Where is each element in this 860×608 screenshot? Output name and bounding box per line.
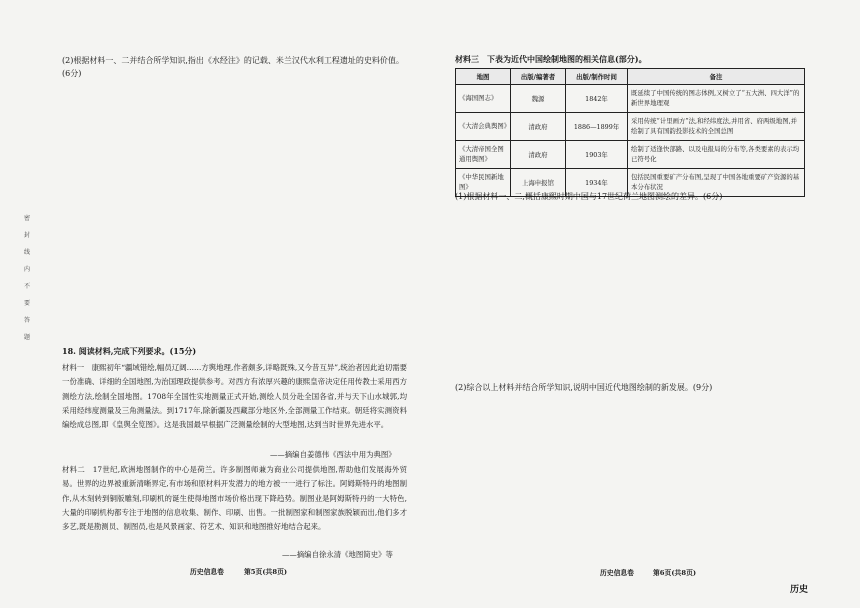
binding-char: 答 [23,317,30,324]
material-2: 材料二 17世纪,欧洲地图制作的中心是荷兰。许多制图师兼为商业公司提供地图,帮助他们发展海外贸易。世界的边界被重新清晰界定,有市场和原材料开发潜力的地方被一一进行了标注。阿姆斯特丹的地图制作,从木刻转到铜版雕刻,印刷机的诞生使得地图市场价格出现下降趋势。制图业是阿姆斯特丹的一大特色,大量的印刷机构都专注于地图的信息收集、制作、印刷、出售。一批制图家和制图家族脱颖而出,他们多才多艺,既是勘测员、制图员,也是风景画家、符艺术、知识和地图推好地结合起来。 [62,465,407,532]
footer-page: 第5页(共8页) [244,568,288,576]
binding-char: 密 [23,215,30,222]
table-cell: 魏源 [511,85,566,113]
question-18-title: 18. 阅读材料,完成下列要求。(15分) [62,346,197,356]
table-cell: 包括民国重要矿产分布图,呈现了中国各地重要矿产资源的基本分布状况 [628,169,805,197]
table-header: 备注 [628,69,805,85]
footer-subject: 历史信息卷 [190,568,224,576]
question-18-2: (2)综合以上材料并结合所学知识,说明中国近代地图绘制的新发展。(9分) [455,383,713,392]
material-2-source: ——摘编自徐永清《地图简史》等 [282,550,393,559]
table-header-row [456,69,805,85]
table-cell: 1903年 [566,141,628,169]
binding-char: 封 [23,232,30,239]
table-cell: 清政府 [511,113,566,141]
question-18-1: (1)根据材料一、二,概括康熙时期中国与17世纪荷兰地图测绘的差异。(6分) [455,192,723,201]
table-cell: 上海申报馆 [511,169,566,197]
footer-subject-right: 历史信息卷 [600,569,634,577]
footer-page-right: 第6页(共8页) [653,569,697,577]
table-header: 出版/编著者 [511,69,566,85]
binding-margin [20,210,34,380]
table-row [456,85,805,113]
material-1: 材料一 康熙初年“疆域错绘,幅员辽阔……方舆地理,作者颇多,详略既殊,又今昔互异”,统治者因此迫切需要一份准确、详细的全国地图,为治国理政提供参考。对西方有浓厚兴趣的康熙皇帝决定任用传教士采用西方测绘方法,绘制全国地图。1708年全国性实地测量正式开始,测绘人员分赴全国各省,并与天下山水城郭,均采用经纬度测量及三角测量法。到1717年,除新疆及西藏部分地区外,全部测量工作结束。朝廷将实测资料编绘成总图,即《皇舆全览图》。这是我国最早根据广泛测量绘制的大型地图,达到当时世界先进水平。 [62,363,407,430]
binding-char: 线 [23,249,30,256]
material-1-source: ——摘编自姜德伟《西法中用为典图》 [270,450,396,459]
binding-char: 内 [23,266,30,273]
binding-char: 题 [23,334,30,341]
material-3-title: 材料三 下表为近代中国绘制地图的相关信息(部分)。 [455,54,647,64]
table-header: 地图 [456,69,511,85]
table-row [456,141,805,169]
question-text: (2)根据材料一、二并结合所学知识,指出《水经注》的记载、米兰汉代水利工程遗址的史料价值。 [62,56,404,65]
table-cell: 《大清会典舆图》 [456,113,511,141]
table-cell: 《海国图志》 [456,85,511,113]
table-cell: 采用传统“计里画方”法,和经纬度法,并用省、府两级地图,并绘制了具有国韵投影技术的全国总图 [628,113,805,141]
table-cell: 既延续了中国传统的图志体例,又树立了“五大洲、四大洋”的新世界地理观 [628,85,805,113]
table-row [456,113,805,141]
binding-char: 要 [23,300,30,307]
binding-char: 不 [23,283,30,290]
table-cell: 清政府 [511,141,566,169]
table-cell: 1842年 [566,85,628,113]
table-cell: 《中华民国新地图》 [456,169,511,197]
question-score: (6分) [62,69,82,78]
question-17-2 [62,54,417,80]
table-cell: 1886—1899年 [566,113,628,141]
map-table [455,68,805,197]
table-header: 出版/制作时间 [566,69,628,85]
table-cell: 《大清帝国全图通用舆图》 [456,141,511,169]
subject-corner-label: 历史 [790,585,809,595]
table-cell: 绘制了适逢快部路、以及电报局的分布等,各类要素的表示均已符号化 [628,141,805,169]
table-cell: 1934年 [566,169,628,197]
